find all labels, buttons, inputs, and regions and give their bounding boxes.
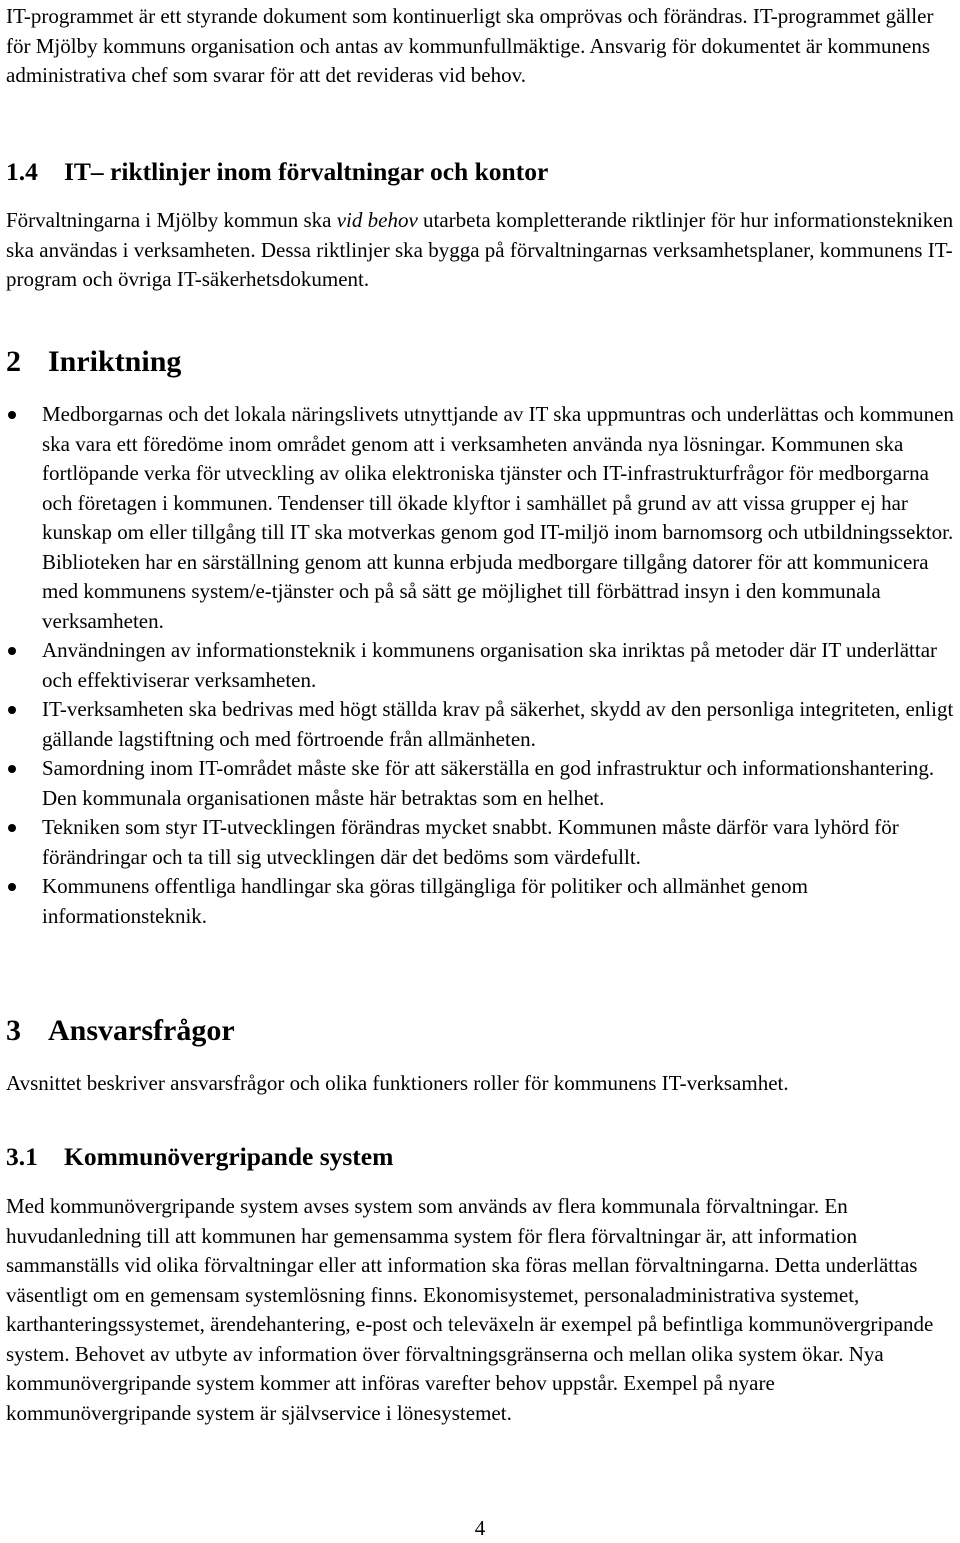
list-item-text: IT-verksamheten ska bedrivas med högt ställda krav på säkerhet, skydd av den personliga integriteten, enligt gällande lagstiftning och med förtroende från allmänheten.: [42, 697, 954, 751]
list-item-text: Användningen av informationsteknik i kommunens organisation ska inriktas på metoder där IT underlättar och effektiviserar verksamheten.: [42, 638, 938, 692]
list-item-text: Kommunens offentliga handlingar ska göras tillgängliga för politiker och allmänhet genom informationsteknik.: [42, 874, 808, 928]
list-item: [6, 400, 960, 636]
list-item: [6, 695, 960, 754]
bullet-list: [6, 400, 960, 931]
bullet-icon: [8, 411, 16, 419]
section-3-1-paragraph: Med kommunövergripande system avses system som används av flera kommunala förvaltningar. En huvudanledning till att kommunen har gemensamma system för flera förvaltningar är, att information sammanställs vid olika förvaltningar eller att information ska föras mellan förvaltningarna. Detta underlättas väsentligt om en gemensam systemlösning finns. Ekonomisystemet, personaladministrativa systemet, karthanteringssystemet, ärendehantering, e-post och televäxeln är exempel på befintliga kommunövergripande system. Behovet av utbyte av information över förvaltningsgränserna och mellan olika system ökar. Nya kommunövergripande system kommer att införas varefter behov uppstår. Exempel på nyare kommunövergripande system är självservice i lönesystemet.: [6, 1194, 934, 1425]
page-number: 4: [474, 1516, 486, 1540]
section-title: Inriktning: [48, 345, 182, 378]
emphasis-text: vid behov: [336, 208, 418, 232]
section-number: 3.1: [6, 1142, 38, 1171]
section-1-4-paragraph: [6, 206, 960, 295]
bullet-icon: [8, 765, 16, 773]
list-item-text: Samordning inom IT-området måste ske för att säkerställa en god infrastruktur och informationshantering. Den kommunala organisationen måste här betraktas som en helhet.: [42, 756, 935, 810]
bullet-icon: [8, 883, 16, 891]
list-item: [6, 636, 960, 695]
intro-paragraph: IT-programmet är ett styrande dokument som kontinuerligt ska omprövas och förändras. IT-programmet gäller för Mjölby kommuns organisation och antas av kommunfullmäktige. Ansvarig för dokumentet är kommunens administrativa chef som svarar för att det revideras vid behov.: [6, 4, 934, 87]
section-3-paragraph: Avsnittet beskriver ansvarsfrågor och olika funktioners roller för kommunens IT-verksamhet.: [6, 1071, 789, 1095]
list-item-text: Tekniken som styr IT-utvecklingen förändras mycket snabbt. Kommunen måste därför vara lyhörd för förändringar och ta till sig utvecklingen där det bedöms som värdefullt.: [42, 815, 899, 869]
section-title: IT– riktlinjer inom förvaltningar och kontor: [64, 157, 549, 186]
paragraph-text: utarbeta kompletterande riktlinjer för hur informationstekniken ska användas i verksamheten. Dessa riktlinjer ska bygga på förvaltningarnas verksamhetsplaner, kommunens IT-program och övriga IT-säkerhetsdokument.: [6, 208, 954, 291]
section-2-heading: [6, 345, 181, 379]
section-number: 3: [6, 1014, 21, 1047]
bullet-icon: [8, 647, 16, 655]
section-title: Ansvarsfrågor: [48, 1014, 235, 1047]
section-3-1-heading: [6, 1142, 393, 1172]
section-number: 1.4: [6, 157, 38, 186]
list-item: [6, 813, 960, 872]
list-item-text: Medborgarnas och det lokala näringslivets utnyttjande av IT ska uppmuntras och underlättas och kommunen ska vara ett föredöme inom området genom att i verksamheten använda nya lösningar. Kommunen ska fortlöpande verka för utveckling av olika elektroniska tjänster och IT-infrastrukturfrågor för medborgarna och företagen i kommunen. Tendenser till ökade klyftor i samhället på grund av att vissa grupper ej har kunskap om eller tillgång till IT ska motverkas genom god IT-miljö inom barnomsorg och utbildningssektor. Biblioteken har en särställning genom att kunna erbjuda medborgare tillgång datorer för att kommunicera med kommunens system/e-tjänster och på så sätt ge möjlighet till förbättrad insyn i den kommunala verksamheten.: [42, 402, 954, 633]
bullet-icon: [8, 706, 16, 714]
section-3-heading: [6, 1014, 235, 1048]
section-number: 2: [6, 345, 21, 378]
list-item: [6, 872, 960, 931]
section-1-4-heading: [6, 157, 548, 187]
paragraph-text: Förvaltningarna i Mjölby kommun ska: [6, 208, 337, 232]
bullet-icon: [8, 824, 16, 832]
list-item: [6, 754, 960, 813]
section-title: Kommunövergripande system: [64, 1142, 394, 1171]
